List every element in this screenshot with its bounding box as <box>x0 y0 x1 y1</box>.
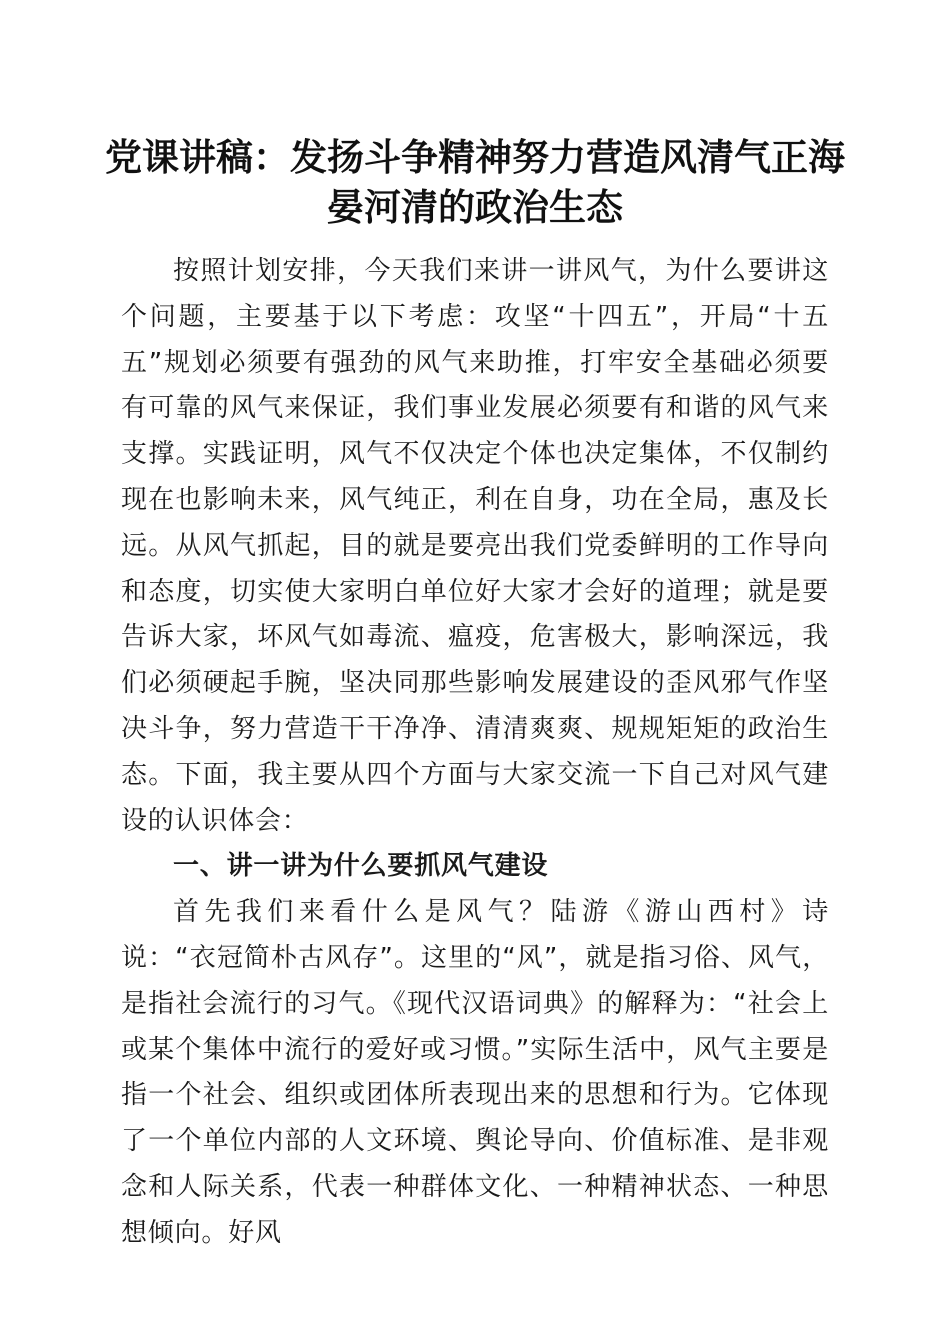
section-heading-1: 一、讲一讲为什么要抓风气建设 <box>173 851 549 882</box>
title-line-2: 晏河清的政治生态 <box>327 185 623 229</box>
paragraph-intro: 按照计划安排，今天我们来讲一讲风气，为什么要讲这个问题，主要基于以下考虑：攻坚“十四五”，开局“十五五”规划必须要有强劲的风气来助推，打牢安全基础必须要有可靠的风气来保证，我们事业发展必须要有和谐的风气来支撑。实践证明，风气不仅决定个体也决定集体，不仅制约现在也影响未来，风气纯正，利在自身，功在全局，惠及长远。从风气抓起，目的就是要亮出我们党委鲜明的工作导向和态度，切实使大家明白单位好大家才会好的道理；就是要告诉大家，坏风气如毒流、瘟疫，危害极大，影响深远，我们必须硬起手腕，坚决同那些影响发展建设的歪风邪气作坚决斗争，努力营造干干净净、清清爽爽、规规矩矩的政治生态。下面，我主要从四个方面与大家交流一下自己对风气建设的认识体会： <box>121 256 829 836</box>
document-body <box>121 249 829 1257</box>
paragraph-what-is-fengqi: 首先我们来看什么是风气？陆游《游山西村》诗说：“衣冠简朴古风存”。这里的“风”，就是指习俗、风气，是指社会流行的习气。《现代汉语词典》的解释为：“社会上或某个集体中流行的爱好或习惯。”实际生活中，风气主要是指一个社会、组织或团体所表现出来的思想和行为。它体现了一个单位内部的人文环境、舆论导向、价值标准、是非观念和人际关系，代表一种群体文化、一种精神状态、一种思想倾向。好风 <box>121 897 829 1248</box>
title-line-1: 党课讲稿：发扬斗争精神努力营造风清气正海 <box>105 135 845 179</box>
document-title <box>100 132 850 232</box>
